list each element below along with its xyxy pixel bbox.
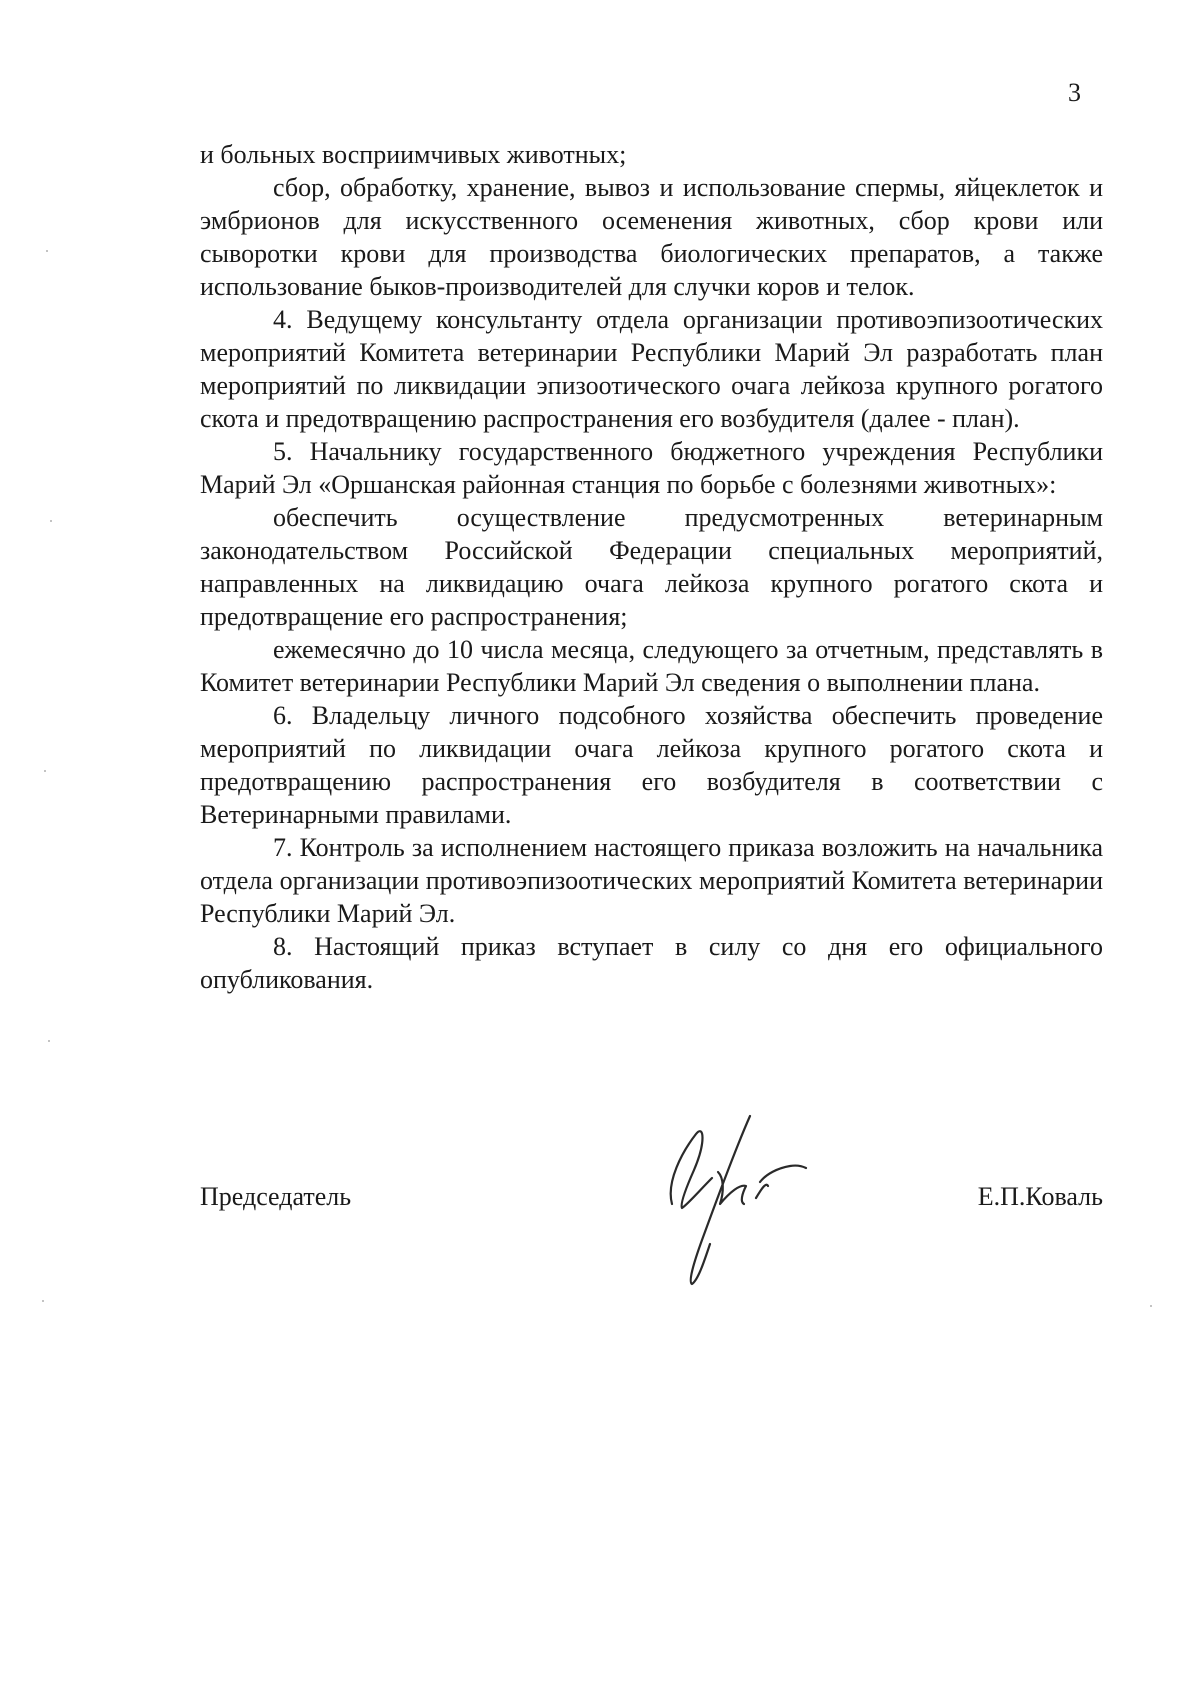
paragraph-item-5: 5. Начальнику государственного бюджетного учреждения Республики Марий Эл «Оршанская районная станция по борьбе с болезнями животных»: [200, 437, 1103, 499]
scan-speck [1150, 1305, 1152, 1307]
signature-block [200, 1180, 1103, 1213]
paragraph-item-7: 7. Контроль за исполнением настоящего приказа возложить на начальника отдела организации противоэпизоотических мероприятий Комитета ветеринарии Республики Марий Эл. [200, 833, 1103, 928]
scan-speck [42, 1300, 44, 1302]
paragraph-semen-collection: сбор, обработку, хранение, вывоз и использование спермы, яйцеклеток и эмбрионов для искусственного осеменения животных, сбор крови или сыворотки крови для производства биологических препаратов, а также использование быков-производителей для случки коров и телок. [200, 173, 1103, 301]
scan-speck [48, 1040, 50, 1042]
scan-speck [46, 250, 48, 252]
paragraph-item-5-monthly-report: ежемесячно до 10 числа месяца, следующего за отчетным, представлять в Комитет ветеринарии Республики Марий Эл сведения о выполнении плана. [200, 635, 1103, 697]
paragraph-item-6: 6. Владельцу личного подсобного хозяйства обеспечить проведение мероприятий по ликвидации очага лейкоза крупного рогатого скота и предотвращению распространения его возбудителя в соответствии с Ветеринарными правилами. [200, 701, 1103, 829]
scan-speck [50, 520, 52, 522]
document-body [200, 138, 1103, 996]
page-number: 3 [1068, 78, 1081, 107]
signatory-title: Председатель [200, 1182, 352, 1211]
paragraph-continuation: и больных восприимчивых животных; [200, 140, 627, 169]
paragraph-item-8: 8. Настоящий приказ вступает в силу со дня его официального опубликования. [200, 932, 1103, 994]
paragraph-item-4: 4. Ведущему консультанту отдела организации противоэпизоотических мероприятий Комитета ветеринарии Республики Марий Эл разработать план мероприятий по ликвидации эпизоотического очага лейкоза крупного рогатого скота и предотвращению распространения его возбудителя (далее - план). [200, 305, 1103, 433]
handwritten-signature [660, 1112, 830, 1287]
scan-speck [44, 770, 46, 772]
paragraph-item-5-ensure: обеспечить осуществление предусмотренных ветеринарным законодательством Российской Федерации специальных мероприятий, направленных на ликвидацию очага лейкоза крупного рогатого скота и предотвращение его распространения; [200, 503, 1103, 631]
signatory-name: Е.П.Коваль [977, 1182, 1103, 1211]
